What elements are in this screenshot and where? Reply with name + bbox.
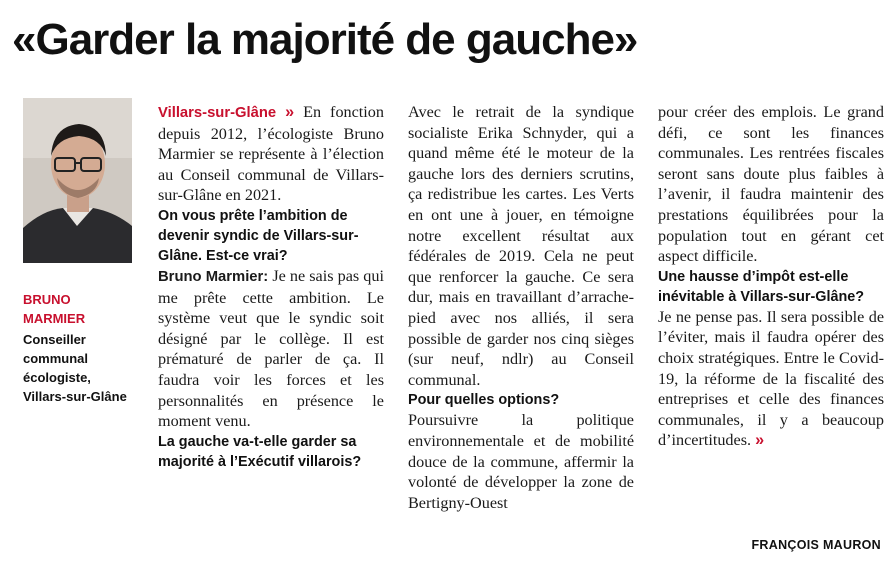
chevron-icon: » — [285, 103, 295, 121]
column-3 — [658, 102, 884, 451]
speaker-label: Bruno Marmier: — [158, 268, 269, 285]
question-2: La gauche va-t-elle garder sa majorité à l’Exécutif villarois? — [158, 433, 362, 470]
portrait-illustration — [23, 98, 132, 263]
answer-1 — [158, 266, 384, 432]
person-role-line: Villars-sur-Glâne — [23, 389, 127, 404]
person-role-line: Conseiller — [23, 332, 86, 347]
answer-2: Avec le retrait de la syndique socialiste Erika Schnyder, qui a quand même été le moteur de la gauche lors des derniers scrutins, ça redistribue les cartes. Les Verts en ont une à jouer, en témoigne notre excellent résultat aux fédérales de 2019. Cela ne peut que renforcer la gauche. Ce sera dur, mais en travaillant d’arrache-pied avec nos alliés, il sera possible de garder nos cinq sièges (sur neuf, ndlr) au Conseil communal. — [408, 103, 634, 389]
person-last-name: MARMIER — [23, 311, 86, 326]
column-1 — [158, 102, 384, 472]
question-3: Pour quelles options? — [408, 392, 560, 409]
person-caption — [23, 290, 143, 406]
headline: «Garder la majorité de gauche» — [12, 15, 638, 64]
person-role-line: écologiste, — [23, 370, 91, 385]
answer-4 — [658, 307, 884, 451]
column-2 — [408, 102, 634, 513]
person-role — [23, 330, 143, 406]
intro-text: En fonction depuis 2012, l’écologiste Bruno Marmier se représente à l’élection au Conseil communal de Villars-sur-Glâne en 2021. — [158, 103, 384, 205]
intro-place: Villars-sur-Glâne — [158, 105, 277, 121]
portrait-photo — [23, 98, 132, 263]
answer-1-text: Je ne sais pas qui me prête cette ambition. Le système veut que le syndic soit désigné par le collège. Il est prématuré de parler de ça. Il faudra voir les forces et les personnalités en présence le moment venu. — [158, 266, 384, 431]
answer-3: Poursuivre la politique environnementale et de mobilité douce de la commune, affermir la volonté de développer la zone de Bertigny-Ouest — [408, 411, 634, 512]
person-first-name: BRUNO — [23, 292, 71, 307]
author-byline: FRANÇOIS MAURON — [751, 538, 881, 552]
end-chevron-icon: » — [755, 431, 765, 450]
question-1: On vous prête l’ambition de devenir syndic de Villars-sur-Glâne. Est-ce vrai? — [158, 207, 359, 264]
person-role-line: communal — [23, 351, 89, 366]
intro-paragraph — [158, 102, 384, 206]
answer-3-continued: pour créer des emplois. Le grand défi, ce sont les finances communales. Les rentrées fiscales seront sans doute plus faibles à l’avenir, il faudra maintenir des prestations équilibrées pour la population tout en gérant cet aspect difficile. — [658, 103, 884, 266]
question-4: Une hausse d’impôt est-elle inévitable à Villars-sur-Glâne? — [658, 268, 865, 305]
answer-4-text: Je ne pense pas. Il sera possible de l’éviter, mais il faudra opérer des choix stratégiques. Entre le Covid-19, la réforme de la fiscalité des entreprises et celle des finances communales, il y a beaucoup d’incertitudes. — [658, 307, 884, 450]
